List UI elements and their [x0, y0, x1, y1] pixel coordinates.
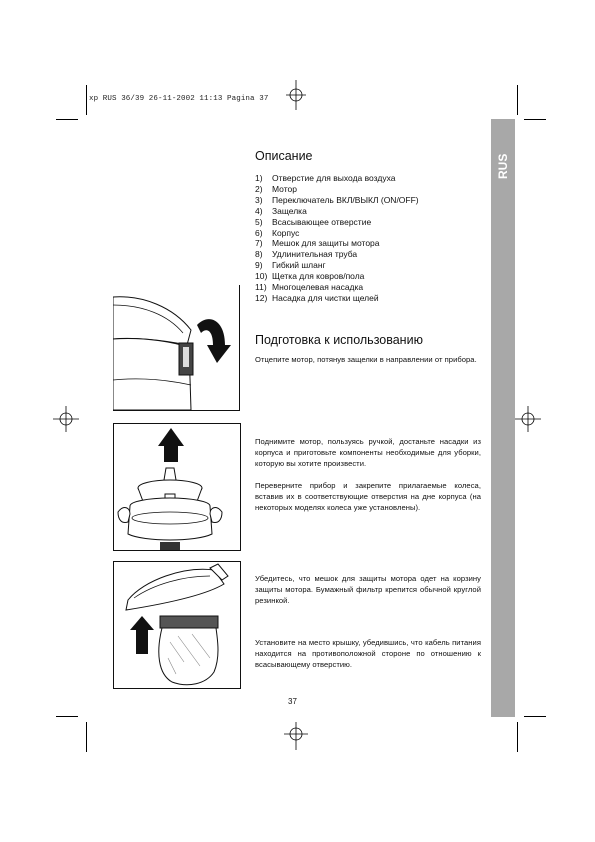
- list-item: 4) Защелка: [255, 205, 307, 216]
- instruction-paragraph: Установите на место крышку, убедившись, что кабель питания находится на противоположной стороне по отношению к всасывающему отверстию.: [255, 638, 481, 669]
- crop-mark: [517, 722, 518, 752]
- language-tab-label: RUS: [496, 153, 510, 179]
- crop-mark: [524, 119, 546, 120]
- list-item: 2) Мотор: [255, 183, 297, 194]
- list-item: 1) Отверстие для выхода воздуха: [255, 173, 396, 183]
- instruction-paragraph: Отцепите мотор, потянув защелки в направлении от прибора.: [255, 355, 477, 364]
- language-tab: [491, 119, 515, 717]
- figure-unlatch-motor: [113, 285, 240, 411]
- instruction-paragraph: Убедитесь, что мешок для защиты мотора одет на корзину защиты мотора. Бумажный фильтр крепится обычной круглой резинкой.: [255, 574, 481, 605]
- registration-target-icon: [284, 722, 308, 750]
- registration-target-icon: [515, 406, 541, 432]
- list-item: 10) Щетка для ковров/пола: [255, 271, 365, 282]
- instruction-paragraph: Поднимите мотор, пользуясь ручкой, достаньте насадки из корпуса и приготовьте компоненты необходимые для уборки, которую вы хотите произвести.: [255, 437, 481, 468]
- registration-target-icon: [286, 80, 306, 110]
- list-item: 8) Удлинительная труба: [255, 249, 358, 260]
- crop-mark: [517, 85, 518, 115]
- section-title-description: Описание: [255, 149, 313, 163]
- parts-list: [255, 173, 419, 304]
- page-number: 37: [288, 697, 297, 706]
- crop-mark: [86, 722, 87, 752]
- registration-target-icon: [53, 406, 79, 432]
- list-item: 3) Переключатель ВКЛ/ВЫКЛ (ON/OFF): [255, 194, 419, 205]
- crop-mark: [56, 119, 78, 120]
- section-title-preparation: Подготовка к использованию: [255, 333, 423, 347]
- figure-motor-bag: [113, 561, 241, 689]
- list-item: 6) Корпус: [255, 227, 300, 238]
- list-item: 7) Мешок для защиты мотора: [255, 238, 380, 249]
- crop-mark: [524, 716, 546, 717]
- instruction-paragraph: Переверните прибор и закрепите прилагаемые колеса, вставив их в соответствующие отверстия на дне корпуса (на некоторых моделях колеса уже установлены).: [255, 481, 481, 512]
- crop-mark: [56, 716, 78, 717]
- list-item: 11) Многоцелевая насадка: [255, 282, 364, 293]
- figure-lift-motor: [113, 423, 241, 551]
- crop-mark: [86, 85, 87, 115]
- print-slug: xp RUS 36/39 26-11-2002 11:13 Pagina 37: [89, 95, 269, 103]
- list-item: 5) Всасывающее отверстие: [255, 216, 372, 227]
- list-item: 12) Насадка для чистки щелей: [255, 292, 379, 303]
- list-item: 9) Гибкий шланг: [255, 260, 326, 271]
